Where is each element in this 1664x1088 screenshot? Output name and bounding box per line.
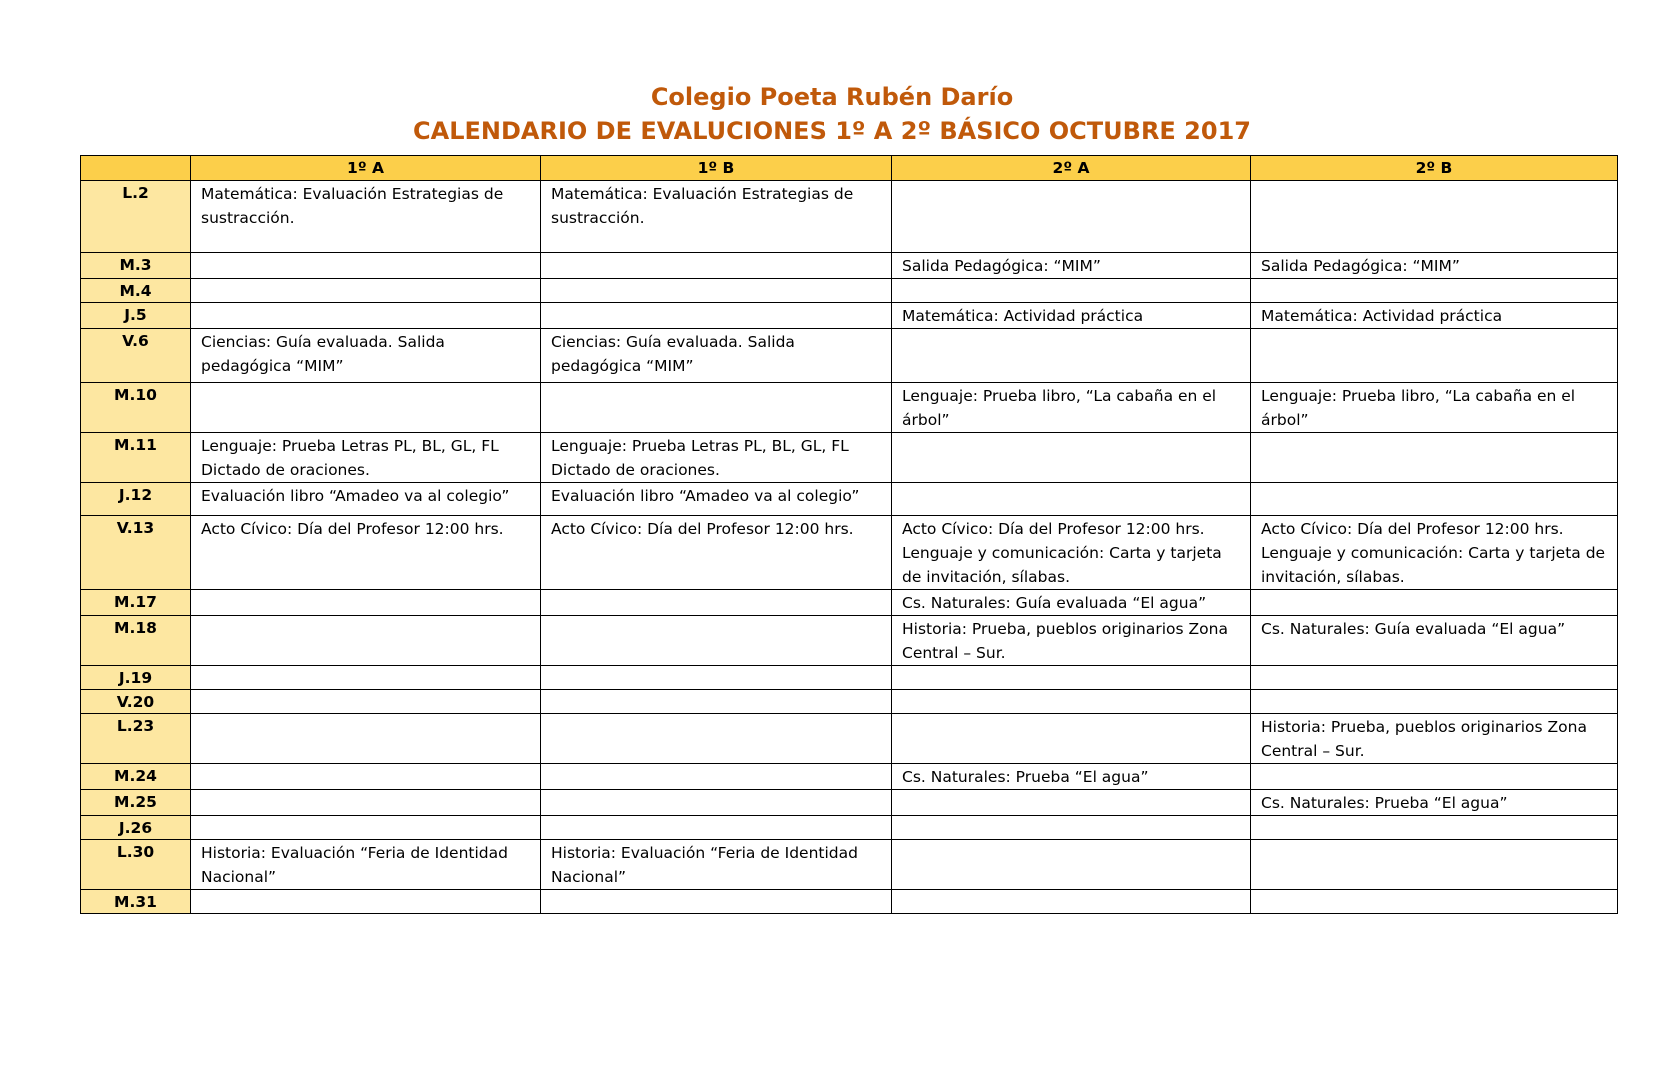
cell-1a bbox=[191, 790, 541, 816]
cell-1a bbox=[191, 666, 541, 690]
cell-1a bbox=[191, 816, 541, 840]
table-row bbox=[81, 816, 1618, 840]
cell-1a: Acto Cívico: Día del Profesor 12:00 hrs. bbox=[191, 516, 541, 590]
cell-1b bbox=[541, 764, 892, 790]
column-header-day bbox=[81, 156, 191, 181]
cell-1a bbox=[191, 303, 541, 329]
cell-2b: Acto Cívico: Día del Profesor 12:00 hrs. Lenguaje y comunicación: Carta y tarjeta de invitación, sílabas. bbox=[1251, 516, 1618, 590]
evaluation-calendar-table bbox=[80, 155, 1618, 914]
table-row bbox=[81, 279, 1618, 303]
table-row bbox=[81, 383, 1618, 433]
column-header-2b: 2º B bbox=[1251, 156, 1618, 181]
cell-2a bbox=[892, 329, 1251, 383]
day-label: V.13 bbox=[81, 516, 191, 590]
cell-1a bbox=[191, 253, 541, 279]
cell-2b bbox=[1251, 840, 1618, 890]
day-label: L.23 bbox=[81, 714, 191, 764]
table-row bbox=[81, 253, 1618, 279]
cell-2a bbox=[892, 279, 1251, 303]
cell-1b: Lenguaje: Prueba Letras PL, BL, GL, FL Dictado de oraciones. bbox=[541, 433, 892, 483]
cell-1a bbox=[191, 890, 541, 914]
cell-1b: Evaluación libro “Amadeo va al colegio” bbox=[541, 483, 892, 516]
cell-1b bbox=[541, 383, 892, 433]
cell-2a: Salida Pedagógica: “MIM” bbox=[892, 253, 1251, 279]
cell-2b bbox=[1251, 890, 1618, 914]
day-label: M.18 bbox=[81, 616, 191, 666]
cell-2a bbox=[892, 714, 1251, 764]
table-row bbox=[81, 516, 1618, 590]
cell-2a bbox=[892, 790, 1251, 816]
table-row bbox=[81, 181, 1618, 253]
table-row bbox=[81, 590, 1618, 616]
cell-2b: Cs. Naturales: Prueba “El agua” bbox=[1251, 790, 1618, 816]
cell-1a: Matemática: Evaluación Estrategias de sustracción. bbox=[191, 181, 541, 253]
cell-2a bbox=[892, 433, 1251, 483]
cell-2b bbox=[1251, 483, 1618, 516]
cell-2b bbox=[1251, 816, 1618, 840]
cell-2a bbox=[892, 840, 1251, 890]
calendar-title: CALENDARIO DE EVALUCIONES 1º A 2º BÁSICO OCTUBRE 2017 bbox=[413, 117, 1251, 145]
cell-1b: Acto Cívico: Día del Profesor 12:00 hrs. bbox=[541, 516, 892, 590]
cell-2b bbox=[1251, 590, 1618, 616]
cell-1b bbox=[541, 666, 892, 690]
cell-1a bbox=[191, 690, 541, 714]
day-label: M.31 bbox=[81, 890, 191, 914]
table-row bbox=[81, 840, 1618, 890]
table-row bbox=[81, 483, 1618, 516]
cell-2b: Matemática: Actividad práctica bbox=[1251, 303, 1618, 329]
cell-2b bbox=[1251, 329, 1618, 383]
day-label: J.19 bbox=[81, 666, 191, 690]
cell-1b bbox=[541, 590, 892, 616]
school-name: Colegio Poeta Rubén Darío bbox=[650, 83, 1014, 111]
day-label: M.10 bbox=[81, 383, 191, 433]
cell-1b: Ciencias: Guía evaluada. Salida pedagógica “MIM” bbox=[541, 329, 892, 383]
cell-1b bbox=[541, 790, 892, 816]
day-label: M.3 bbox=[81, 253, 191, 279]
cell-2a bbox=[892, 483, 1251, 516]
cell-1b bbox=[541, 253, 892, 279]
day-label: L.30 bbox=[81, 840, 191, 890]
day-label: M.25 bbox=[81, 790, 191, 816]
cell-1b bbox=[541, 303, 892, 329]
document-header bbox=[0, 80, 1664, 148]
day-label: M.24 bbox=[81, 764, 191, 790]
cell-1a bbox=[191, 714, 541, 764]
cell-1a: Lenguaje: Prueba Letras PL, BL, GL, FL Dictado de oraciones. bbox=[191, 433, 541, 483]
cell-1a: Evaluación libro “Amadeo va al colegio” bbox=[191, 483, 541, 516]
cell-2a bbox=[892, 181, 1251, 253]
table-row bbox=[81, 433, 1618, 483]
cell-2b bbox=[1251, 764, 1618, 790]
table-row bbox=[81, 764, 1618, 790]
cell-1b: Matemática: Evaluación Estrategias de sustracción. bbox=[541, 181, 892, 253]
day-label: M.4 bbox=[81, 279, 191, 303]
column-header-1b: 1º B bbox=[541, 156, 892, 181]
column-header-1a: 1º A bbox=[191, 156, 541, 181]
cell-1a bbox=[191, 616, 541, 666]
cell-1b bbox=[541, 616, 892, 666]
cell-1a: Ciencias: Guía evaluada. Salida pedagógica “MIM” bbox=[191, 329, 541, 383]
cell-1b bbox=[541, 714, 892, 764]
cell-2b: Cs. Naturales: Guía evaluada “El agua” bbox=[1251, 616, 1618, 666]
table-row bbox=[81, 690, 1618, 714]
table-row bbox=[81, 303, 1618, 329]
cell-2a: Lenguaje: Prueba libro, “La cabaña en el árbol” bbox=[892, 383, 1251, 433]
day-label: V.6 bbox=[81, 329, 191, 383]
cell-2b: Historia: Prueba, pueblos originarios Zona Central – Sur. bbox=[1251, 714, 1618, 764]
cell-2a bbox=[892, 690, 1251, 714]
cell-1a bbox=[191, 590, 541, 616]
cell-1b bbox=[541, 279, 892, 303]
table-row bbox=[81, 790, 1618, 816]
day-label: J.12 bbox=[81, 483, 191, 516]
header-row bbox=[81, 156, 1618, 181]
cell-1a: Historia: Evaluación “Feria de Identidad Nacional” bbox=[191, 840, 541, 890]
cell-2b bbox=[1251, 433, 1618, 483]
cell-2a: Matemática: Actividad práctica bbox=[892, 303, 1251, 329]
cell-2b bbox=[1251, 181, 1618, 253]
cell-2a bbox=[892, 666, 1251, 690]
table-row bbox=[81, 329, 1618, 383]
cell-2a bbox=[892, 816, 1251, 840]
day-label: M.17 bbox=[81, 590, 191, 616]
cell-2b: Salida Pedagógica: “MIM” bbox=[1251, 253, 1618, 279]
cell-1a bbox=[191, 279, 541, 303]
cell-2b bbox=[1251, 690, 1618, 714]
day-label: L.2 bbox=[81, 181, 191, 253]
cell-2a: Historia: Prueba, pueblos originarios Zona Central – Sur. bbox=[892, 616, 1251, 666]
cell-1b: Historia: Evaluación “Feria de Identidad Nacional” bbox=[541, 840, 892, 890]
cell-1a bbox=[191, 764, 541, 790]
day-label: J.5 bbox=[81, 303, 191, 329]
cell-1b bbox=[541, 816, 892, 840]
cell-2a: Cs. Naturales: Guía evaluada “El agua” bbox=[892, 590, 1251, 616]
cell-2b bbox=[1251, 279, 1618, 303]
column-header-2a: 2º A bbox=[892, 156, 1251, 181]
cell-1a bbox=[191, 383, 541, 433]
day-label: J.26 bbox=[81, 816, 191, 840]
cell-2b: Lenguaje: Prueba libro, “La cabaña en el árbol” bbox=[1251, 383, 1618, 433]
cell-2a: Cs. Naturales: Prueba “El agua” bbox=[892, 764, 1251, 790]
cell-2b bbox=[1251, 666, 1618, 690]
day-label: M.11 bbox=[81, 433, 191, 483]
table-row bbox=[81, 616, 1618, 666]
cell-1b bbox=[541, 890, 892, 914]
table-row bbox=[81, 890, 1618, 914]
day-label: V.20 bbox=[81, 690, 191, 714]
cell-2a bbox=[892, 890, 1251, 914]
cell-2a: Acto Cívico: Día del Profesor 12:00 hrs. Lenguaje y comunicación: Carta y tarjeta de invitación, sílabas. bbox=[892, 516, 1251, 590]
table-row bbox=[81, 666, 1618, 690]
table-row bbox=[81, 714, 1618, 764]
cell-1b bbox=[541, 690, 892, 714]
